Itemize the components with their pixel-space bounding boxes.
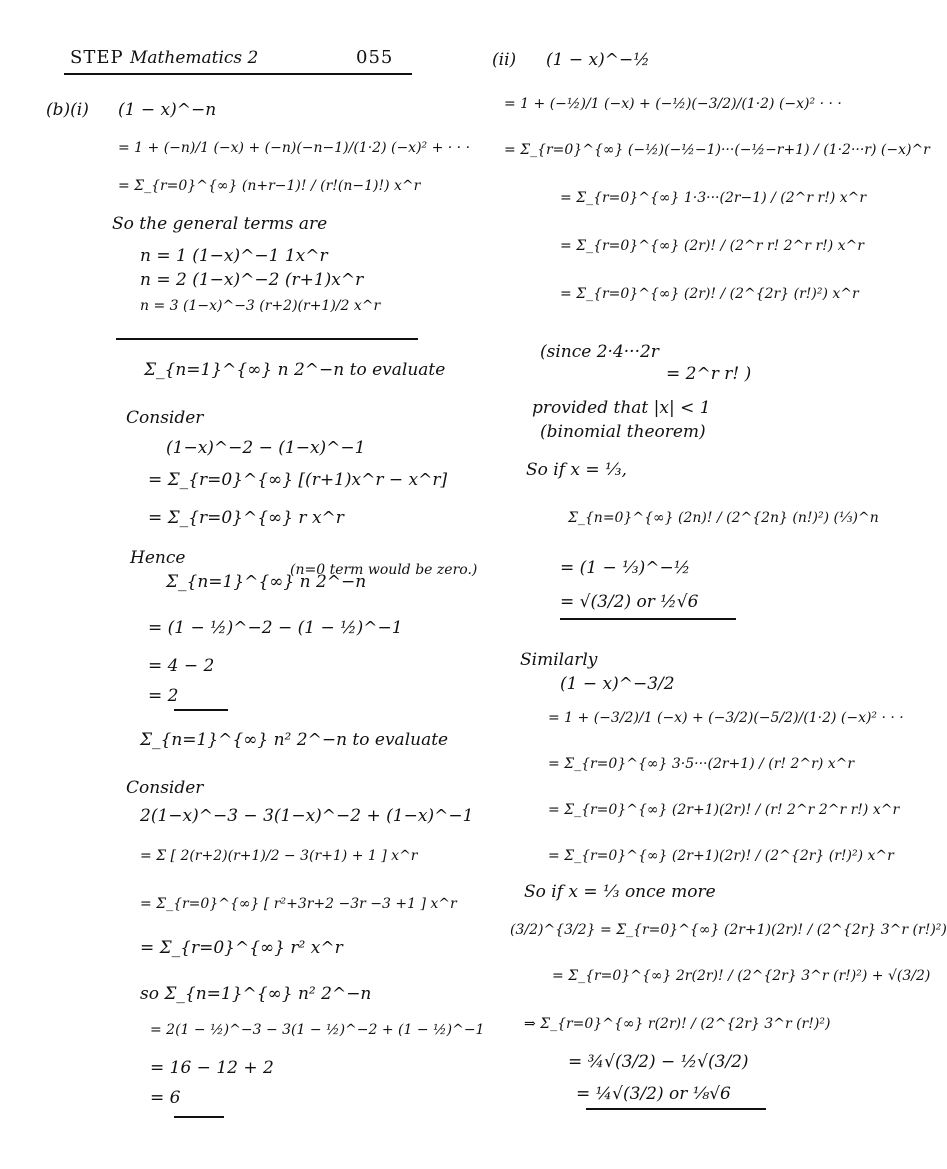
left-line: Σ_{n=1}^{∞} n² 2^−n to evaluate	[140, 730, 449, 750]
left-line: = Σ_{r=0}^{∞} [ r²+3r+2 −3r −3 +1 ] x^r	[140, 896, 457, 912]
header-code: 055	[356, 47, 394, 68]
left-line: n = 3 (1−x)^−3 (r+2)(r+1)/2 x^r	[140, 298, 381, 314]
answer-underline	[174, 709, 228, 711]
left-line: = 2(1 − ½)^−3 − 3(1 − ½)^−2 + (1 − ½)^−1	[150, 1022, 485, 1038]
left-line: (1 − x)^−n	[118, 100, 217, 120]
right-line: = 2^r r! )	[666, 364, 752, 384]
right-line: (since 2·4···2r	[540, 342, 659, 362]
answer-underline	[586, 1108, 766, 1110]
right-line: = 1 + (−½)/1 (−x) + (−½)(−3/2)/(1·2) (−x)² · · ·	[504, 96, 842, 112]
right-line: = Σ_{r=0}^{∞} (2r)! / (2^{2r} (r!)²) x^r	[560, 286, 859, 302]
right-line: So if x = ⅓ once more	[524, 882, 716, 902]
right-line: = √(3/2) or ½√6	[560, 592, 699, 612]
left-line: = Σ_{r=0}^{∞} r² x^r	[140, 938, 343, 958]
right-line: (1 − x)^−3/2	[560, 674, 675, 694]
left-line: = 6	[150, 1088, 181, 1108]
header-underline	[64, 73, 412, 75]
left-line: Σ_{n=1}^{∞} n 2^−n to evaluate	[144, 360, 446, 380]
header-subtitle: Mathematics 2	[130, 48, 259, 68]
right-line: = Σ_{r=0}^{∞} 1·3···(2r−1) / (2^r r!) x^r	[560, 190, 867, 206]
right-line: = 1 + (−3/2)/1 (−x) + (−3/2)(−5/2)/(1·2) (−x)² · · ·	[548, 710, 904, 726]
section-rule	[116, 338, 418, 340]
left-line: (1−x)^−2 − (1−x)^−1	[166, 438, 366, 458]
left-line: = (1 − ½)^−2 − (1 − ½)^−1	[148, 618, 403, 638]
left-line: (n=0 term would be zero.)	[290, 562, 478, 578]
left-line: So the general terms are	[112, 214, 328, 234]
left-line: = 4 − 2	[148, 656, 215, 676]
left-line: = Σ_{r=0}^{∞} r x^r	[148, 508, 344, 528]
right-line: (1 − x)^−½	[546, 50, 650, 70]
right-line: = Σ_{r=0}^{∞} (2r)! / (2^r r! 2^r r!) x^r	[560, 238, 864, 254]
right-line: = Σ_{r=0}^{∞} 2r(2r)! / (2^{2r} 3^r (r!)²) + √(3/2)	[552, 968, 931, 984]
right-line: (binomial theorem)	[540, 422, 706, 442]
left-line: n = 2 (1−x)^−2 (r+1)x^r	[140, 270, 364, 290]
left-line: so Σ_{n=1}^{∞} n² 2^−n	[140, 984, 372, 1004]
right-part-label: (ii)	[492, 50, 517, 70]
right-line: = Σ_{r=0}^{∞} 3·5···(2r+1) / (r! 2^r) x^r	[548, 756, 855, 772]
right-line: = ¾√(3/2) − ½√(3/2)	[568, 1052, 749, 1072]
left-part-label: (b)(i)	[46, 100, 89, 120]
right-line: So if x = ⅓,	[526, 460, 627, 480]
left-line: = Σ_{r=0}^{∞} [(r+1)x^r − x^r]	[148, 470, 448, 490]
left-line: Consider	[126, 778, 204, 798]
right-line: = Σ_{r=0}^{∞} (−½)(−½−1)···(−½−r+1) / (1·2···r) (−x)^r	[504, 142, 930, 158]
right-line: = (1 − ⅓)^−½	[560, 558, 691, 578]
left-line: n = 1 (1−x)^−1 1x^r	[140, 246, 328, 266]
left-line: = 1 + (−n)/1 (−x) + (−n)(−n−1)/(1·2) (−x)² + · · ·	[118, 140, 471, 156]
header-title: STEP	[70, 47, 124, 68]
left-line: Hence	[130, 548, 186, 568]
answer-underline	[560, 618, 736, 620]
left-line: = Σ_{r=0}^{∞} (n+r−1)! / (r!(n−1)!) x^r	[118, 178, 421, 194]
left-line: = 16 − 12 + 2	[150, 1058, 274, 1078]
right-line: (3/2)^{3/2} = Σ_{r=0}^{∞} (2r+1)(2r)! / (2^{2r} 3^r (r!)²)	[510, 922, 947, 938]
right-line: provided that |x| < 1	[532, 398, 711, 418]
left-line: Σ_{n=1}^{∞} n 2^−n	[166, 572, 367, 592]
right-line: = ¼√(3/2) or ⅛√6	[576, 1084, 731, 1104]
right-line: Σ_{n=0}^{∞} (2n)! / (2^{2n} (n!)²) (⅓)^n	[568, 510, 879, 526]
left-line: 2(1−x)^−3 − 3(1−x)^−2 + (1−x)^−1	[140, 806, 474, 826]
left-line: Consider	[126, 408, 204, 428]
answer-underline	[174, 1116, 224, 1118]
right-line: ⇒ Σ_{r=0}^{∞} r(2r)! / (2^{2r} 3^r (r!)²)	[524, 1016, 831, 1032]
right-line: = Σ_{r=0}^{∞} (2r+1)(2r)! / (r! 2^r 2^r r!) x^r	[548, 802, 900, 818]
right-line: Similarly	[520, 650, 598, 670]
right-line: = Σ_{r=0}^{∞} (2r+1)(2r)! / (2^{2r} (r!)²) x^r	[548, 848, 894, 864]
left-line: = 2	[148, 686, 179, 706]
left-line: = Σ [ 2(r+2)(r+1)/2 − 3(r+1) + 1 ] x^r	[140, 848, 418, 864]
